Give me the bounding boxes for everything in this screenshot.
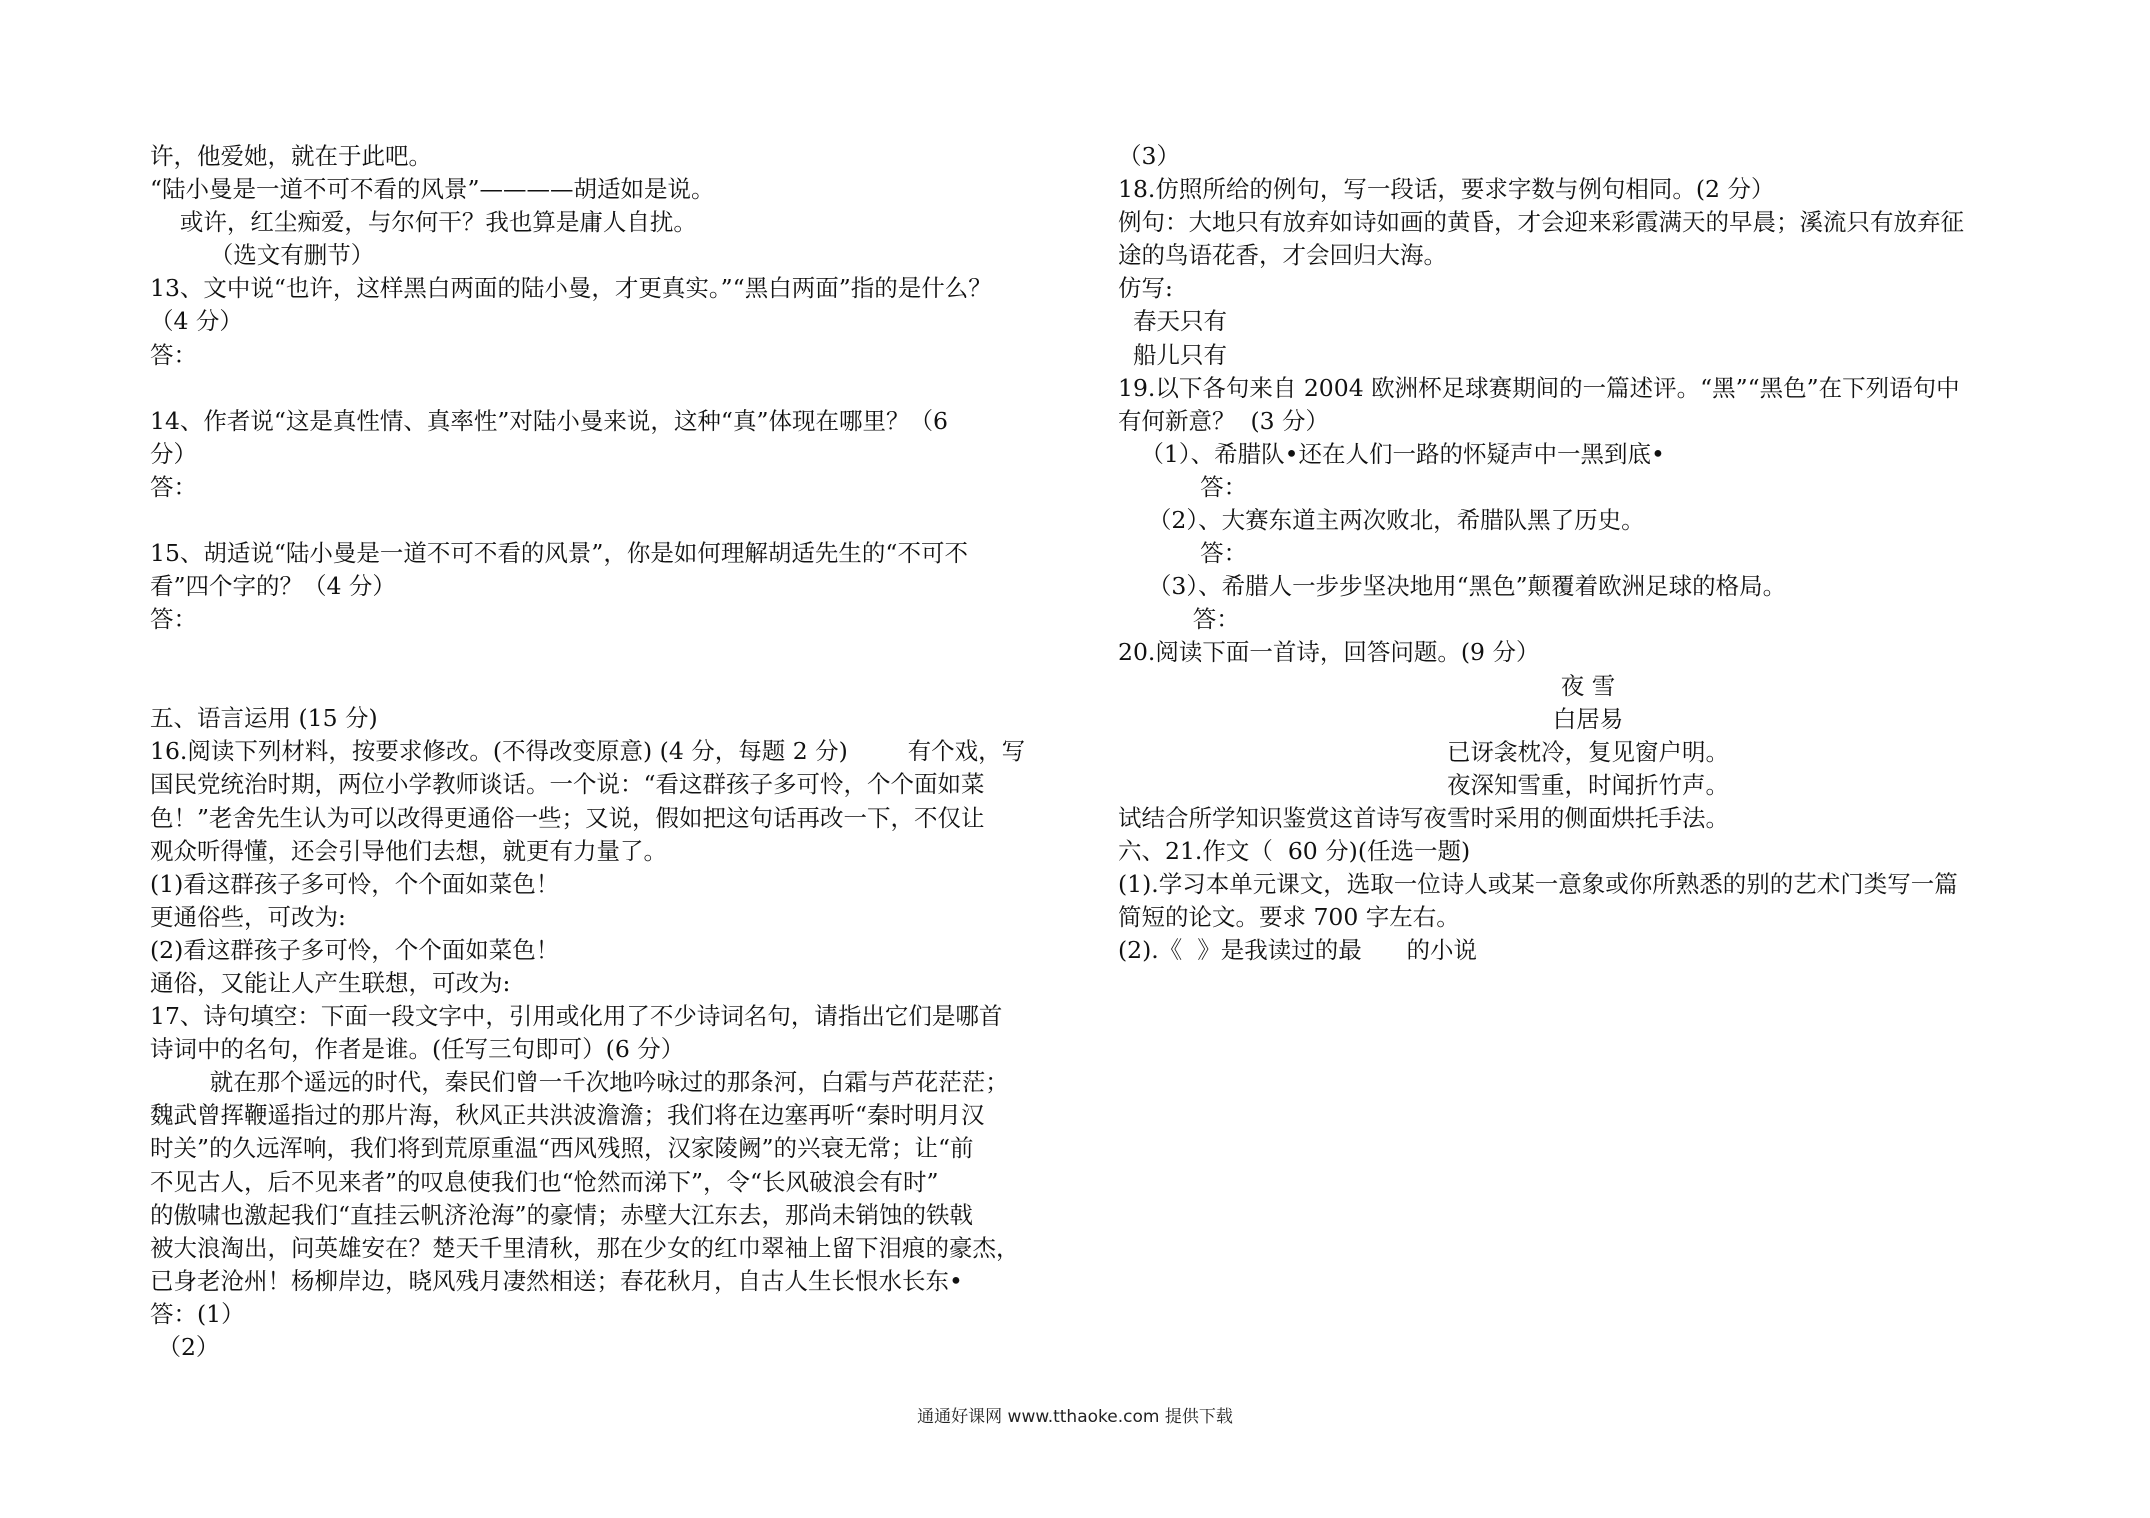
section-heading: 六、21.作文（ 60 分)(任选一题)	[1118, 836, 1471, 865]
text-line: 更通俗些，可改为:	[150, 902, 346, 931]
text-line: 例句：大地只有放弃如诗如画的黄昏，才会迎来彩霞满天的早晨；溪流只有放弃征	[1118, 208, 1964, 237]
poem-line: 夜深知雪重，时闻折竹声。	[1447, 770, 1729, 799]
text-line: 途的鸟语花香，才会回归大海。	[1118, 241, 1447, 270]
passage-ending	[150, 140, 1055, 372]
text-line: 的傲啸也激起我们“直挂云帆济沧海”的豪情；赤壁大江东去，那尚未销蚀的铁戟	[150, 1200, 974, 1229]
text-line: （2）、大赛东道主两次败北，希腊队黑了历史。	[1118, 506, 1645, 535]
question-20: 20.阅读下面一首诗，回答问题。(9 分）	[1118, 638, 1540, 667]
answer-label: 答：	[150, 472, 197, 501]
right-column	[1118, 140, 2018, 967]
questions-18-20	[1118, 140, 2018, 670]
text-line: 或许，红尘痴爱，与尔何干？我也算是庸人自扰。	[150, 208, 697, 237]
text-line: （1）、希腊队•还在人们一路的怀疑声中一黑到底•	[1118, 439, 1665, 468]
answer-label: 答：	[1118, 472, 1248, 501]
poem-author: 白居易	[1552, 704, 1624, 733]
answer-label: 答：	[1118, 605, 1240, 634]
question-13: 13、文中说“也许，这样黑白两面的陆小曼，才更真实。”“黑白两面”指的是什么？	[150, 274, 992, 303]
question-19: 19.以下各句来自 2004 欧洲杯足球赛期间的一篇述评。“黑”“黑色”在下列语句中	[1118, 373, 1960, 402]
text-line: 就在那个遥远的时代，秦民们曾一千次地吟咏过的那条河，白霜与芦花茫茫；	[150, 1068, 1009, 1097]
text-line: (1)看这群孩子多可怜，个个面如菜色！	[150, 869, 560, 898]
question-14	[150, 405, 1055, 504]
text-line: 已身老沧州！杨柳岸边，晓风残月凄然相送；春花秋月，自古人生长恨水长东•	[150, 1266, 963, 1295]
page-footer: 通通好课网 www.tthaoke.com 提供下载	[917, 1407, 1233, 1427]
essay-option-2: (2).《 》是我读过的最 的小说	[1118, 936, 1478, 965]
question-20-and-essay	[1118, 802, 2018, 967]
text-line: 国民党统治时期，两位小学教师谈话。一个说：“看这群孩子多可怜，个个面如菜	[150, 770, 985, 799]
text-line: 仿写:	[1118, 274, 1173, 303]
text-line: 看”四个字的？（4 分）	[150, 572, 396, 601]
text-line: （3）、希腊人一步步坚决地用“黑色”颠覆着欧洲足球的格局。	[1118, 572, 1787, 601]
text-line: （选文有删节）	[150, 241, 375, 270]
text-line: 分）	[150, 439, 197, 468]
text-line: 色！”老舍先生认为可以改得更通俗一些；又说，假如把这句话再改一下，不仅让	[150, 803, 985, 832]
poem-title: 夜 雪	[1560, 671, 1616, 700]
answer-space	[150, 372, 1055, 405]
text-line: 不见古人，后不见来者”的叹息使我们也“怆然而涕下”，令“长风破浪会有时”	[150, 1167, 939, 1196]
section-heading: 五、语言运用 (15 分)	[150, 704, 378, 733]
answer-space	[150, 504, 1055, 537]
text-line: 观众听得懂，还会引导他们去想，就更有力量了。	[150, 836, 667, 865]
text-line: 许，他爱她，就在于此吧。	[150, 142, 432, 170]
question-16: 16.阅读下列材料，按要求修改。(不得改变原意) (4 分，每题 2 分) 有个戏，写	[150, 737, 1026, 766]
answer-label: （3）	[1118, 142, 1180, 170]
text-line: (2)看这群孩子多可怜，个个面如菜色！	[150, 935, 560, 964]
text-line: 15、胡适说“陆小曼是一道不可不看的风景”，你是如何理解胡适先生的“不可不	[150, 538, 968, 567]
question-17: 17、诗句填空：下面一段文字中，引用或化用了不少诗词名句，请指出它们是哪首	[150, 1002, 1003, 1031]
text-line: “陆小曼是一道不可不看的风景”————胡适如是说。	[150, 175, 715, 204]
question-18: 18.仿照所给的例句，写一段话，要求字数与例句相同。(2 分）	[1118, 175, 1775, 204]
text-line: 简短的论文。要求 700 字左右。	[1118, 903, 1460, 932]
text-line: 通俗，又能让人产生联想，可改为:	[150, 968, 511, 997]
text-line: 14、作者说“这是真性情、真率性”对陆小曼来说，这种“真”体现在哪里？（6	[150, 406, 948, 435]
text-line: 诗词中的名句，作者是谁。(任写三句即可）(6 分）	[150, 1035, 685, 1064]
text-line: 春天只有	[1118, 307, 1227, 336]
text-line: 魏武曾挥鞭遥指过的那片海，秋风正共洪波澹澹；我们将在边塞再听“秦时明月汉	[150, 1101, 985, 1130]
text-line: 船儿只有	[1118, 340, 1227, 369]
text-line: 试结合所学知识鉴赏这首诗写夜雪时采用的侧面烘托手法。	[1118, 803, 1729, 832]
section-5-language-use	[150, 702, 1055, 1364]
question-13-points: （4 分）	[150, 307, 243, 336]
essay-option-1: (1).学习本单元课文，选取一位诗人或某一意象或你所熟悉的别的艺术门类写一篇	[1118, 870, 1958, 899]
answer-label: 答：	[150, 605, 197, 634]
answer-label: 答：(1）	[150, 1299, 245, 1328]
question-15	[150, 537, 1055, 636]
answer-label: 答：	[1118, 539, 1248, 568]
text-line: 被大浪淘出，问英雄安在？楚天千里清秋，那在少女的红巾翠袖上留下泪痕的豪杰，	[150, 1233, 1020, 1262]
answer-label: （2）	[150, 1333, 220, 1361]
answer-space	[150, 636, 1055, 702]
text-line: 有何新意？ (3 分）	[1118, 406, 1330, 435]
poem-line: 已讶衾枕冷，复见窗户明。	[1447, 737, 1729, 766]
answer-label: 答：	[150, 340, 197, 369]
left-column	[150, 140, 1055, 1364]
poem	[1118, 670, 2018, 802]
text-line: 时关”的久远浑响，我们将到荒原重温“西风残照，汉家陵阙”的兴衰无常；让“前	[150, 1134, 974, 1163]
